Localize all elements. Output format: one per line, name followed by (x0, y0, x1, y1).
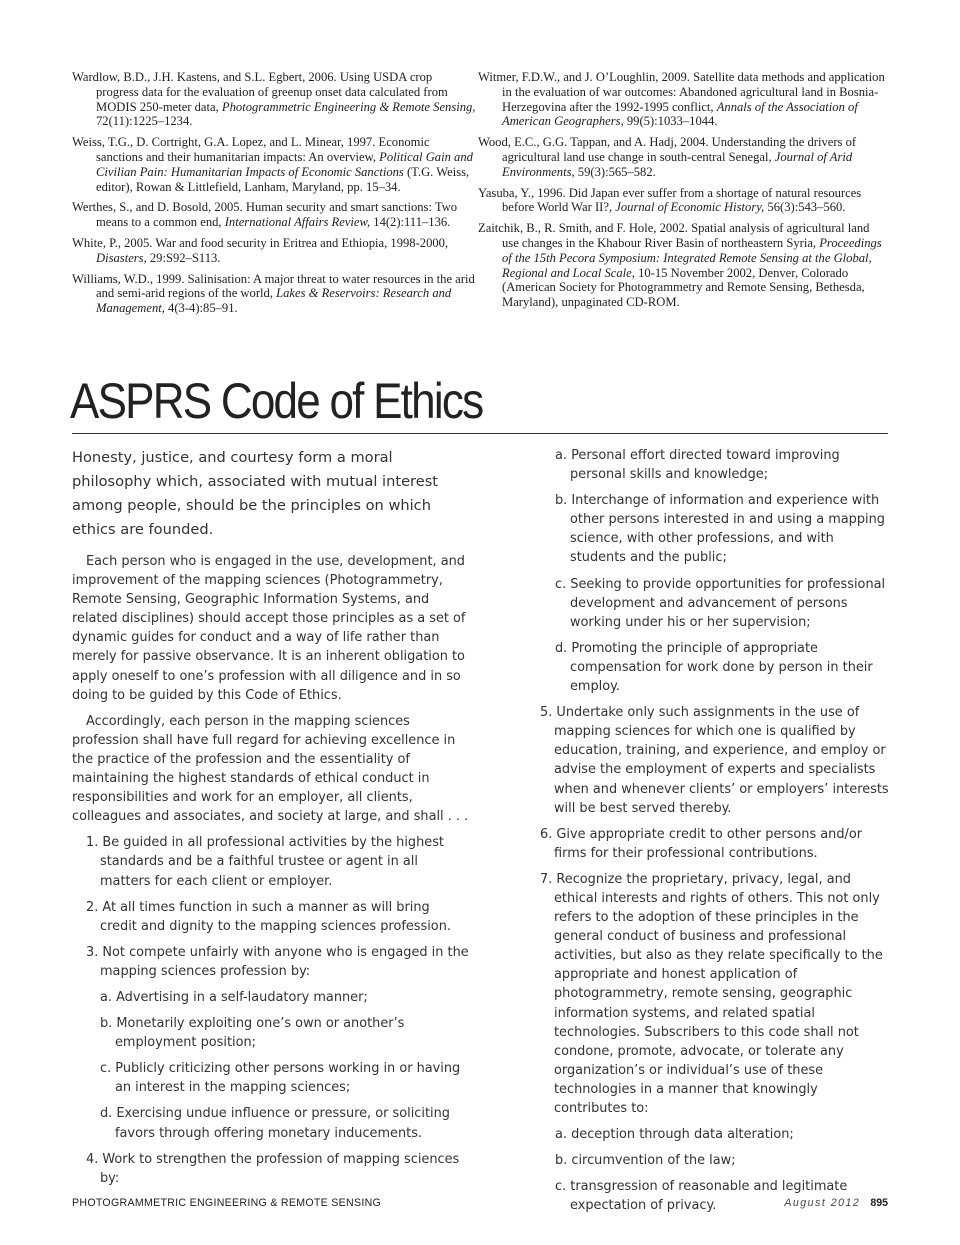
page-footer (72, 1197, 888, 1213)
section-title: ASPRS Code of Ethics (70, 373, 483, 429)
page-number: 895 (870, 1197, 888, 1209)
ethics-item-7: 7. Recognize the proprietary, privacy, legal, and ethical interests and rights of others. This not only refers to the adoption of these principles in the general conduct of business and professional activities, but also as they relate specifically to the appropriate and honest application of photogrammetry, remote sensing, geographic information systems, and related spatial technologies. Subscribers to this code shall not condone, promote, advocate, or tolerate any organization’s or individual’s use of these technologies in a manner that knowingly contributes to: (540, 871, 883, 1116)
reference-source: Political Gain and Civilian Pain: Humanitarian Impacts of Economic Sanctions (96, 149, 473, 179)
reference-entry (478, 70, 888, 129)
reference-entry (478, 221, 888, 310)
issue-date: August 2012 (784, 1197, 861, 1209)
reference-text: Werthes, S., and D. Bosold, 2005. Human security and smart sanctions: Two means to a common end, (72, 200, 458, 230)
references-right-column (478, 70, 888, 322)
reference-details: 72(11):1225–1234. (96, 114, 193, 129)
title-divider (72, 433, 888, 434)
ethics-subitem-4d: d. Promoting the principle of appropriate compensation for work done by person in their employ. (555, 640, 873, 695)
ethics-subitem-7b: b. circumvention of the law; (555, 1153, 736, 1169)
ethics-subitem-4a: a. Personal effort directed toward improving personal skills and knowledge; (555, 448, 840, 483)
reference-details: 10-15 November 2002, Denver, Colorado (American Society for Photogrammetry and Remote Sensing, Bethesda, Maryland), unpaginated CD-ROM. (502, 265, 865, 310)
ethics-item-1: 1. Be guided in all professional activities by the highest standards and be a faithful trustee or agent in all matters for each client or employer. (86, 835, 444, 889)
ethics-item-5: 5. Undertake only such assignments in the use of mapping sciences for which one is qualified by education, training, and experience, and employ or advise the employment of experts and specialists when and whenever clients’ or employers’ interests will be best served thereby. (540, 705, 889, 816)
reference-source: Journal of Economic History, (615, 200, 765, 215)
reference-details: 14(2):111–136. (370, 215, 451, 230)
reference-entry (478, 186, 888, 216)
ethics-subitem-7c: c. transgression of reasonable and legitimate expectation of privacy. (555, 1179, 848, 1214)
ethics-item-6: 6. Give appropriate credit to other persons and/or firms for their professional contributions. (540, 826, 863, 861)
reference-details: 4(3-4):85–91. (164, 301, 238, 316)
reference-text: Weiss, T.G., D. Cortright, G.A. Lopez, and L. Minear, 1997. Economic sanctions and their humanitarian impacts: An overview, (72, 135, 430, 164)
body-paragraph: Each person who is engaged in the use, development, and improvement of the mapping sciences (Photogrammetry, Remote Sensing, Geographic Information Systems, and related disciplines) should accept those principles as a set of dynamic guides for conduct and a way of life rather than merely for passive observance. It is an inherent obligation to apply oneself to one’s profession with all diligence and in so doing to be guided by this Code of Ethics. (72, 554, 466, 703)
reference-text: Wardlow, B.D., J.H. Kastens, and S.L. Egbert, 2006. Using USDA crop progress data for the evaluation of greenup onset data calculated from MODIS 250-meter data, (72, 70, 448, 114)
reference-source: Photogrammetric Engineering & Remote Sensing, (221, 99, 476, 114)
reference-text: Zaitchik, B., R. Smith, and F. Hole, 2002. Spatial analysis of agricultural land use changes in the Khabour River Basin of northeastern Syria, (478, 221, 870, 250)
ethics-subitem-3d: d. Exercising undue influence or pressure, or soliciting favors through offering monetary inducements. (100, 1106, 450, 1141)
reference-details: 59(3):565–582. (574, 164, 656, 179)
ethics-body (72, 446, 890, 1222)
ethics-subitem-4c: c. Seeking to provide opportunities for professional development and advancement of persons working under his or her supervision; (555, 576, 886, 630)
reference-source: Proceedings of the 15th Pecora Symposium: Integrated Remote Sensing at the Global, Regional and Local Scale, (502, 235, 882, 280)
reference-text: Witmer, F.D.W., and J. O’Loughlin, 2009. Satellite data methods and application in the evaluation of war outcomes: Abandoned agricultural land in Bosnia-Herzegovina after the 1992-1995 conflict, (478, 70, 885, 114)
reference-details: 56(3):543–560. (764, 200, 846, 215)
reference-text: White, P., 2005. War and food security in Eritrea and Ethiopia, 1998-2000, (72, 235, 449, 250)
reference-entry (72, 272, 477, 316)
reference-entry (478, 135, 888, 179)
ethics-subitem-3a: a. Advertising in a self-laudatory manner; (100, 989, 368, 1005)
reference-details: (T.G. Weiss, editor), Rowan & Littlefield, Lanham, Maryland, pp. 15–34. (96, 164, 470, 194)
reference-entry (72, 236, 477, 266)
reference-source: Annals of the Association of American Geographers, (502, 99, 858, 129)
reference-source: Journal of Arid Environments, (502, 149, 853, 179)
reference-source: Lakes & Reservoirs: Research and Management, (96, 286, 452, 316)
body-paragraph: Accordingly, each person in the mapping sciences profession shall have full regard for achieving excellence in the practice of the profession and the essentiality of maintaining the highest standards of ethical conduct in responsibilities and work for an employer, all clients, colleagues and associates, and society at large, and shall . . . (72, 713, 469, 825)
ethics-subitem-4b: b. Interchange of information and experience with other persons interested in and using a mapping science, with other professions, and with students and the public; (555, 493, 885, 566)
reference-text: Yasuba, Y., 1996. Did Japan ever suffer from a shortage of natural resources before World War II?, (478, 185, 862, 215)
ethics-item-2: 2. At all times function in such a manner as will bring credit and dignity to the mapping sciences profession. (86, 899, 451, 934)
reference-entry (72, 135, 477, 194)
ethics-subitem-3b: b. Monetarily exploiting one’s own or another’s employment position; (100, 1016, 405, 1051)
ethics-subitem-7a: a. deception through data alteration; (555, 1127, 794, 1143)
references-section (72, 70, 888, 322)
ethics-left-column (72, 446, 470, 1222)
reference-entry (72, 70, 477, 129)
reference-details: 29:S92–S113. (146, 250, 221, 265)
journal-name: PHOTOGRAMMETRIC ENGINEERING & REMOTE SENSING (72, 1197, 382, 1209)
reference-text: Williams, W.D., 1999. Salinisation: A major threat to water resources in the arid and semi-arid regions of the world, (72, 271, 475, 301)
ethics-subitem-3c: c. Publicly criticizing other persons working in or having an interest in the mapping sciences; (100, 1061, 461, 1096)
reference-entry (72, 200, 477, 230)
ethics-item-3: 3. Not compete unfairly with anyone who is engaged in the mapping sciences profession by: (86, 944, 469, 979)
ethics-item-4: 4. Work to strengthen the profession of mapping sciences by: (86, 1151, 460, 1186)
reference-details: 99(5):1033–1044. (623, 114, 718, 129)
reference-text: Wood, E.C., G.G. Tappan, and A. Hadj, 2004. Understanding the drivers of agricultural land use change in south-central Senegal, (478, 135, 857, 164)
footer-right (784, 1197, 888, 1209)
intro-paragraph: Honesty, justice, and courtesy form a moral philosophy which, associated with mutual interest among people, should be the principles on which ethics are founded. (72, 449, 439, 538)
reference-source: International Affairs Review, (224, 215, 371, 230)
references-left-column (72, 70, 477, 322)
ethics-right-column (540, 446, 890, 1222)
reference-source: Disasters, (96, 250, 147, 265)
